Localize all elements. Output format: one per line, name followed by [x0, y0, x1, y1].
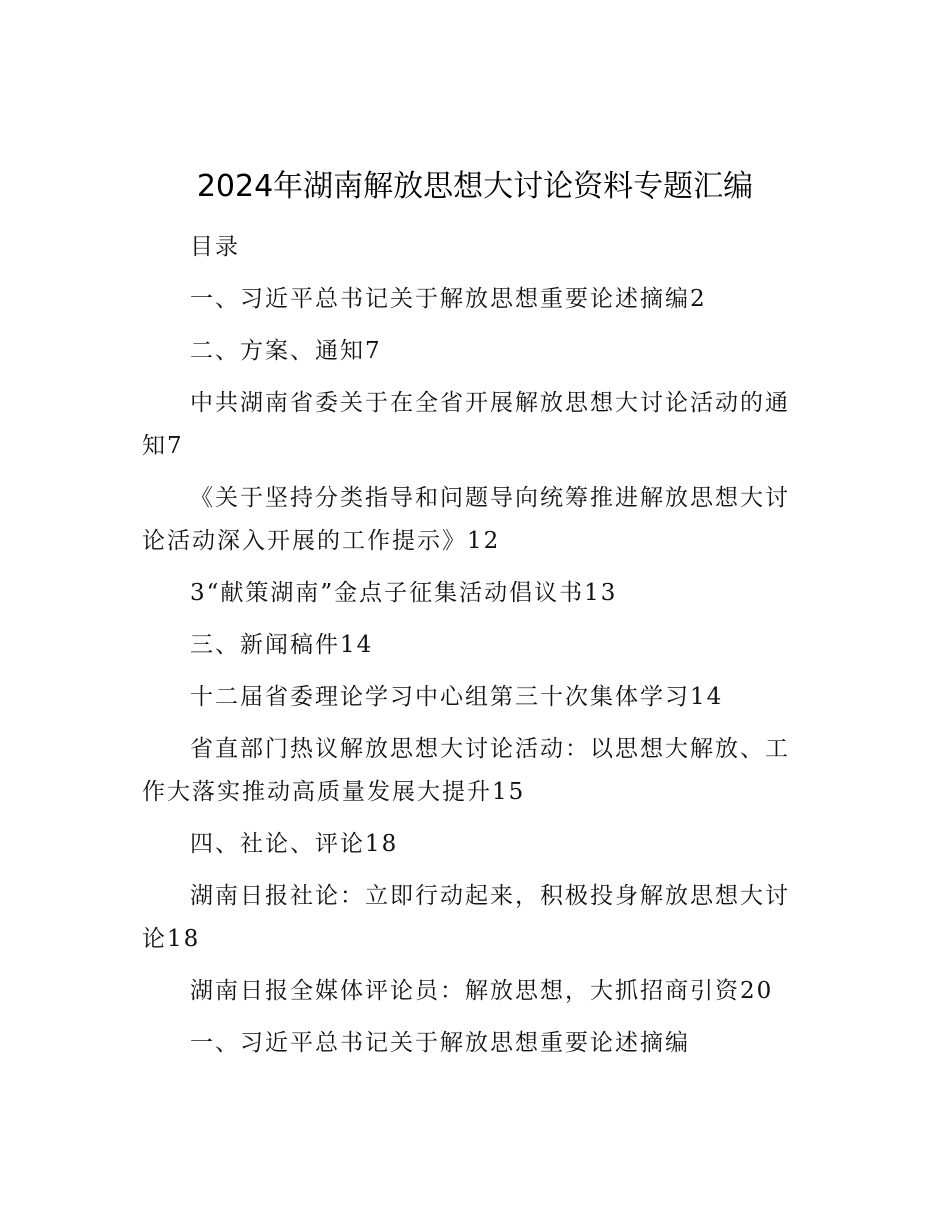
toc-entry: 二、方案、通知7 — [190, 338, 382, 364]
toc-entry: 一、习近平总书记关于解放思想重要论述摘编2 — [190, 286, 707, 312]
toc-entry: 十二届省委理论学习中心组第三十次集体学习14 — [190, 684, 724, 710]
toc-entry: 3“献策湖南”金点子征集活动倡议书13 — [190, 580, 618, 606]
toc-heading: 目录 — [190, 234, 240, 260]
toc-entry: 三、新闻稿件14 — [190, 632, 374, 658]
toc-entry: 四、社论、评论18 — [190, 831, 399, 857]
toc-entry: 湖南日报全媒体评论员：解放思想，大抓招商引资20 — [190, 978, 774, 1004]
toc-entry: 湖南日报社论：立即行动起来，积极投身解放思想大讨论18 — [142, 883, 790, 952]
toc-entry: 《关于坚持分类指导和问题导向统筹推进解放思想大讨论活动深入开展的工作提示》12 — [142, 485, 790, 554]
toc-entry: 中共湖南省委关于在全省开展解放思想大讨论活动的通知7 — [142, 390, 790, 459]
document-body — [142, 226, 814, 1074]
section-heading: 一、习近平总书记关于解放思想重要论述摘编 — [190, 1030, 690, 1056]
toc-entry: 省直部门热议解放思想大讨论活动：以思想大解放、工作大落实推动高质量发展大提升15 — [142, 736, 790, 805]
document-title: 2024年湖南解放思想大讨论资料专题汇编 — [196, 169, 754, 204]
